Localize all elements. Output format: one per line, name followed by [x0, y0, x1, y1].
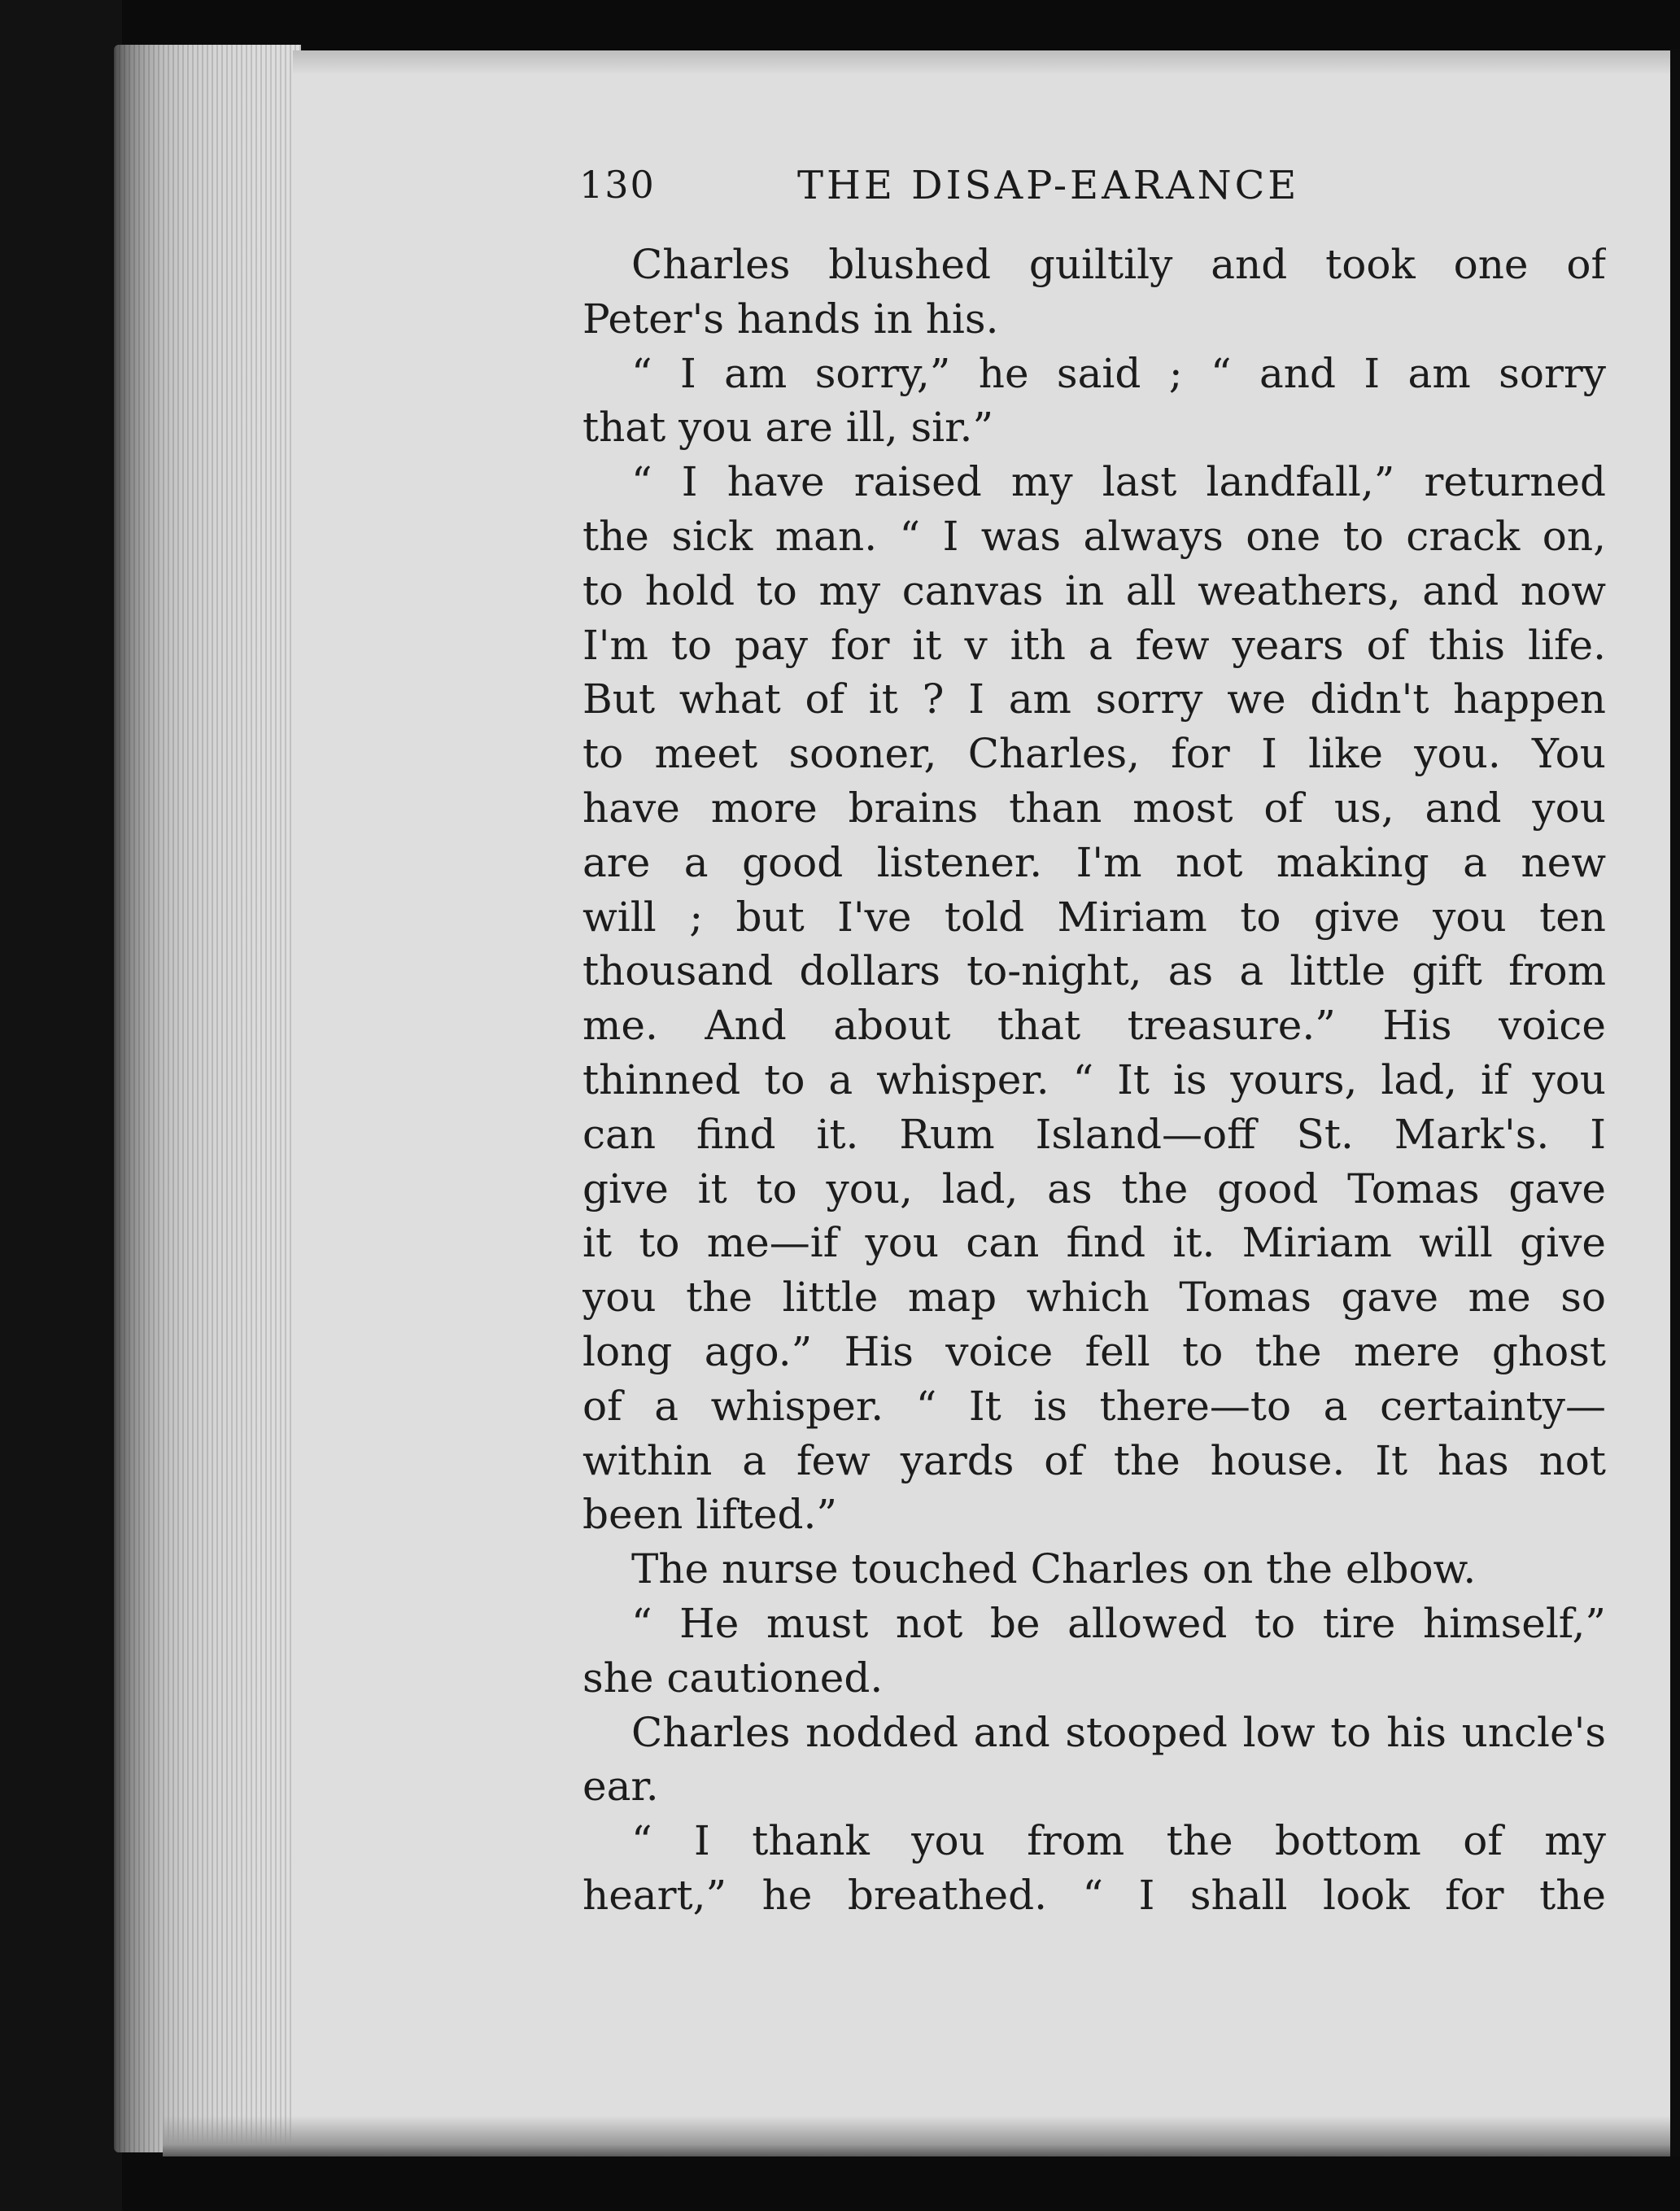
- text-line: can find it. Rum Island—off St. Mark's. I: [583, 1110, 1606, 1158]
- page-edge-stack: [114, 45, 301, 2152]
- text-line: Charles nodded and stooped low to his uncle's: [631, 1708, 1606, 1756]
- page-header: [579, 163, 1629, 228]
- text-line: you the little map which Tomas gave me so: [583, 1274, 1606, 1322]
- text-line: to hold to my canvas in all weathers, and now: [583, 566, 1606, 614]
- text-line: to meet sooner, Charles, for I like you. You: [583, 730, 1606, 778]
- text-line: “ I have raised my last landfall,” returned: [631, 458, 1606, 506]
- page-number: 130: [579, 163, 656, 207]
- text-line: I'm to pay for it v ith a few years of this life.: [583, 621, 1606, 669]
- text-line: “ I thank you from the bottom of my: [631, 1817, 1606, 1865]
- text-line: of a whisper. “ It is there—to a certainty—: [583, 1382, 1606, 1430]
- text-line: it to me—if you can find it. Miriam will give: [583, 1219, 1606, 1267]
- text-line: Charles blushed guiltily and took one of: [631, 241, 1606, 288]
- text-line: thousand dollars to-night, as a little gift from: [583, 947, 1606, 995]
- page-top-shadow: [293, 50, 1676, 75]
- text-line: The nurse touched Charles on the elbow.: [631, 1545, 1477, 1593]
- text-line: give it to you, lad, as the good Tomas gave: [583, 1164, 1606, 1213]
- text-line: will ; but I've told Miriam to give you ten: [583, 893, 1606, 941]
- text-line: me. And about that treasure.” His voice: [583, 1002, 1606, 1050]
- text-line: that you are ill, sir.”: [583, 404, 994, 452]
- text-line: Peter's hands in his.: [583, 295, 999, 343]
- text-line: long ago.” His voice fell to the mere ghost: [583, 1327, 1606, 1375]
- running-title: THE DISAP-EARANCE: [797, 163, 1300, 208]
- body-text: [583, 238, 1606, 1923]
- scan-background: [0, 0, 122, 2211]
- text-line: “ I am sorry,” he said ; “ and I am sorry: [631, 349, 1606, 397]
- text-line: are a good listener. I'm not making a new: [583, 838, 1606, 886]
- page-bottom-shadow: [163, 2116, 1676, 2156]
- text-line: she cautioned.: [583, 1654, 884, 1702]
- text-line: been lifted.”: [583, 1491, 837, 1539]
- text-line: within a few yards of the house. It has not: [583, 1436, 1606, 1484]
- scan-right-edge: [1670, 49, 1680, 2156]
- text-line: But what of it ? I am sorry we didn't happen: [583, 675, 1606, 723]
- text-line: thinned to a whisper. “ It is yours, lad, if you: [583, 1055, 1606, 1103]
- text-line: “ He must not be allowed to tire himself,”: [631, 1599, 1606, 1647]
- text-line: have more brains than most of us, and you: [583, 784, 1606, 832]
- text-line: heart,” he breathed. “ I shall look for the: [583, 1871, 1606, 1919]
- text-line: the sick man. “ I was always one to crack on,: [583, 512, 1606, 560]
- text-line: ear.: [583, 1763, 659, 1811]
